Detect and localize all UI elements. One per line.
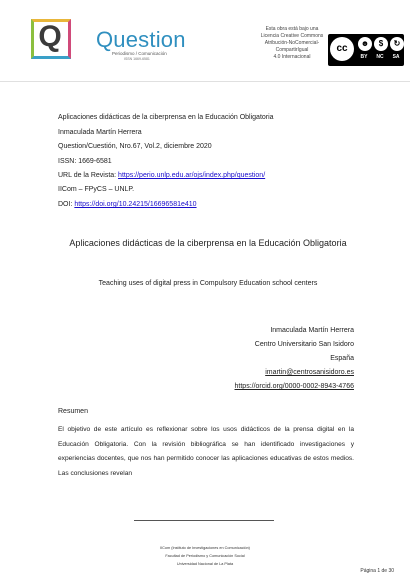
cc-tag-sa: SA (392, 54, 400, 60)
meta-issue: Question/Cuestión, Nro.67, Vol.2, diciembre 2020 (58, 143, 212, 150)
author-country: España (330, 355, 354, 362)
license-line: Licencia Creative Commons (260, 33, 324, 39)
cc-tags (356, 54, 404, 60)
author-name: Inmaculada Martín Herrera (270, 327, 354, 334)
meta-doi-label: DOI: (58, 201, 75, 208)
footer-divider (134, 520, 274, 521)
journal-brand-issn: ISSN 1669-6581 (124, 57, 150, 61)
journal-brand-sub: Periodismo / Comunicación (112, 51, 167, 56)
abstract-text: El objetivo de este artículo es reflexionar sobre los usos didácticos de la prensa digital en la Educación Obligatoria. Con la revisión bibliográfica se han identificado investigaciones y experiencias docentes, que nos han permitido conocer las aplicaciones educativas de estos medios. Las conclusiones revelan (58, 426, 354, 477)
by-icon: ☻ (358, 37, 372, 51)
abstract-heading: Resumen (58, 408, 88, 415)
meta-institution: IICom – FPyCS – UNLP. (58, 186, 135, 193)
footer-line: Universidad Nacional de La Plata (176, 562, 234, 566)
author-institution: Centro Universitario San Isidoro (254, 341, 354, 348)
article-title-english: Teaching uses of digital press in Compulsory Education school centers (98, 280, 318, 287)
journal-logo-q-icon: Q (38, 20, 62, 53)
journal-brand: Question (96, 27, 186, 52)
meta-doi (58, 201, 197, 208)
nc-icon: $ (374, 37, 388, 51)
header-divider (0, 81, 410, 82)
cc-tag-nc: NC (376, 54, 384, 60)
page-number: Página 1 de 30 (360, 568, 394, 574)
meta-url-label: URL de la Revista: (58, 172, 119, 179)
doi-link[interactable]: https://doi.org/10.24215/16696581e410 (74, 201, 197, 208)
article-title: Aplicaciones didácticas de la ciberprensa en la Educación Obligatoria (69, 238, 347, 248)
meta-issn: ISSN: 1669-6581 (58, 158, 112, 165)
meta-author: Inmaculada Martín Herrera (58, 129, 142, 136)
cc-tag-by: BY (360, 54, 368, 60)
meta-article-title: Aplicaciones didácticas de la ciberprensa en la Educación Obligatoria (58, 114, 274, 121)
meta-url (58, 172, 265, 179)
license-line: Atribución-NoComercial-CompartirIgual (264, 40, 320, 53)
license-line: 4.0 Internacional (273, 54, 311, 60)
footer-line: Facultad de Periodismo y Comunicación Social (165, 554, 245, 558)
author-email-link[interactable]: imartin@centrosanisidoro.es (265, 369, 354, 376)
license-line: Esta obra está bajo una (265, 26, 319, 32)
creative-commons-badge[interactable] (328, 34, 404, 66)
sa-icon: ↻ (390, 37, 404, 51)
journal-url-link[interactable]: https://perio.unlp.edu.ar/ojs/index.php/question/ (118, 172, 266, 179)
cc-icon: cc (330, 37, 354, 61)
footer-line: IICom (Instituto de Investigaciones en Comunicación) (160, 546, 250, 550)
license-text (257, 26, 327, 61)
author-orcid-link[interactable]: https://orcid.org/0000-0002-8943-4766 (234, 383, 354, 390)
